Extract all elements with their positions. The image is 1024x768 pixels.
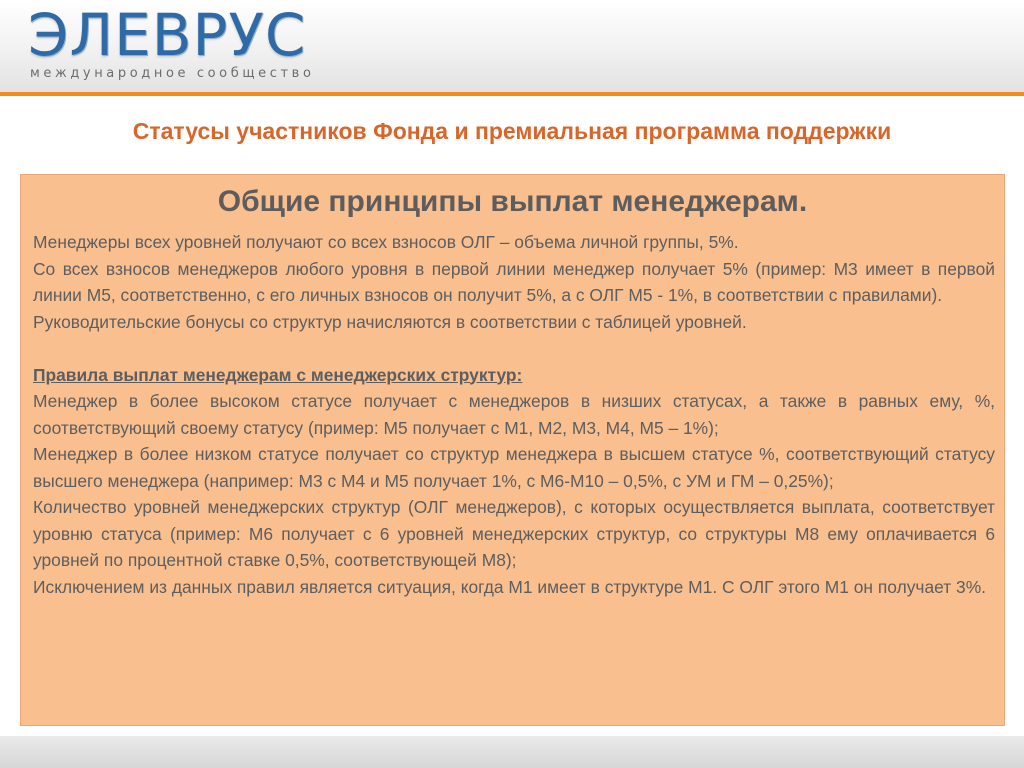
intro-paragraph: Со всех взносов менеджеров любого уровня в первой линии менеджер получает 5% (пример: М3 имеет в первой линии М5, соответственно, с его личных взносов он получит 5%, а с ОЛГ М5 - 1%, в соответствии с правилами). [33, 258, 995, 305]
rule-paragraph: Менеджер в более низком статусе получает со структур менеджера в высшем статусе %, соответствующий статусу высшего менеджера (например: М3 с М4 и М5 получает 1%, с М6-М10 – 0,5%, с УМ и ГМ – 0,25%); [33, 444, 995, 491]
rule-paragraph: Количество уровней менеджерских структур (ОЛГ менеджеров), с которых осуществляется выплата, соответствует уровню статуса (пример: М6 получает с 6 уровней менеджерских структур, со структуры М8 ему оплачивается 6 уровней по процентной ставке 0,5%, соответствующей М8); [33, 497, 995, 570]
header-band [0, 0, 1024, 92]
logo-tagline: международное сообщество [30, 66, 315, 81]
content-text [33, 229, 995, 600]
slide-title: Статусы участников Фонда и премиальная программа поддержки [132, 118, 892, 144]
header-divider [0, 92, 1024, 96]
content-heading: Общие принципы выплат менеджерам. [217, 185, 808, 218]
content-box [20, 174, 1005, 726]
logo: ЭЛЕВРУС [28, 1, 307, 69]
rules-heading: Правила выплат менеджерам с менеджерских структур: [33, 364, 523, 385]
rule-paragraph: Менеджер в более высоком статусе получает с менеджеров в низших статусах, а также в равных ему, %, соответствующий своему статусу (пример: М5 получает с М1, М2, М3, М4, М5 – 1%); [33, 391, 995, 438]
paragraph-spacer [33, 335, 995, 362]
rule-paragraph: Исключением из данных правил является ситуация, когда М1 имеет в структуре М1. С ОЛГ этого М1 он получает 3%. [33, 576, 987, 597]
intro-paragraph: Менеджеры всех уровней получают со всех взносов ОЛГ – объема личной группы, 5%. [33, 232, 739, 252]
intro-paragraph: Руководительские бонусы со структур начисляются в соответствии с таблицей уровней. [33, 311, 747, 332]
footer-band [0, 736, 1024, 768]
